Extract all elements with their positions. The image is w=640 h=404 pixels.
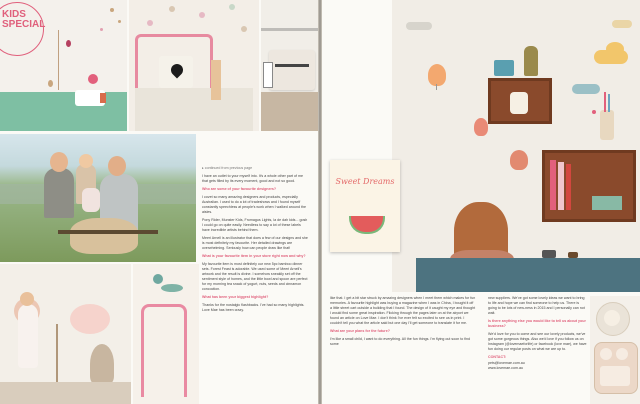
page-gutter: [318, 0, 322, 404]
right-article-column-2: [488, 296, 588, 374]
contact-website: www.lovemae.com.au: [488, 366, 523, 370]
paragraph: Thanks for the nostalgic flashbacks. I've had so many highlights. Love Mae has been crazy.: [202, 303, 305, 312]
question-heading: Who are some of your favourite designers?: [202, 187, 277, 191]
left-article-column: [202, 166, 308, 316]
section-label: KIDS SPECIAL: [2, 9, 46, 30]
paragraph: My favourite item is most definitely our new 5pc bamboo dinner sets. Forest Feast is adorable. We used some of Meeri Arnell's artwork and the result is divine. I somehow sneakily set off the sentiment style of homes, and the little bowl and spoon are perfect for my morning tea snack of yogurt, nuts, seeds and cinnamon concoction.: [202, 262, 308, 291]
paragraph: I covet so many amazing designers and products, especially Australian. I used to do a lot of tradeshows and I found myself constantly speechless at people's work when I walked around the aisles.: [202, 195, 306, 214]
photo-peacock-wall: [133, 264, 199, 404]
right-page: [322, 0, 640, 404]
continued-note: ▸ continued from previous page: [202, 166, 253, 170]
photo-pillow: [261, 0, 318, 131]
paragraph: like that. I get a bit star struck by amazing designers when I meet them which makes for fun memories. A favourite highlight was buying a magazine when I was in China, I bought it off a little street cart outside a building that I found. The design of it caught my eye and thought I would find some great inspiration. Flicking through the pages later on at the airport we found an article on Love Mae. I don't think I've ever felt so excited to see us in print. I couldn't tell you what the article said but one day I'll get someone to translate it for me.: [330, 296, 476, 325]
photo-family: [0, 134, 196, 262]
sweet-dreams-print: [330, 160, 400, 252]
print-title: Sweet Dreams: [335, 177, 395, 186]
photo-wall-decals: [0, 0, 127, 131]
paragraph: Meeri Arnell is an illustrator that does a few of our designs and she is most definitely my favourite. Her detailed drawings are overwhelming. Seriously how can people draw like that!: [202, 236, 308, 250]
right-article-column-1: [330, 296, 476, 350]
question-heading: What are your plans for the future?: [330, 329, 390, 333]
photo-desk-room: [392, 0, 640, 292]
paragraph: I have an outlet to your myself into. It's a whole other part of me that gets filled by its every moment, good and not so good.: [202, 174, 303, 183]
photo-girl-wall: [0, 264, 131, 404]
photo-pink-bed: [129, 0, 259, 131]
paragraph: We'd love for you to come and see our lovely products, we've got some gorgeous things. Also we'd love if you follow us on Instagram (@lovemaeforlife) or facebook (love mae), we have fun doing our regular posts on what we are up to.: [488, 332, 587, 351]
paragraph: I'm like a small child, I want to do everything. All the fun things. I'm flying out soon to find some: [330, 337, 471, 346]
question-heading: What has been your biggest highlight?: [202, 295, 269, 299]
photo-dinner-set: [590, 296, 640, 404]
question-heading: What is your favourite item in your store right now and why?: [202, 254, 306, 258]
contact-email: pets@lovemae.com.au: [488, 361, 525, 365]
question-heading: Is there anything else you would like to tell us about your business?: [488, 319, 586, 328]
contact-heading: CONTACT:: [488, 355, 507, 359]
paragraph: new suppliers. We've got some lovely ideas we want to bring to life and hope we can find someone to help us. There is going to be lots of new-ness in 2015 and I personally can not wait.: [488, 296, 585, 315]
left-page: [0, 0, 318, 404]
paragraph: Pony Rider, Munster Kids, Fromagus Lights, la de dah kids... gosh I could go on quite easily. Needless to say a lot of these labels have incredible artists behind them.: [202, 218, 308, 232]
